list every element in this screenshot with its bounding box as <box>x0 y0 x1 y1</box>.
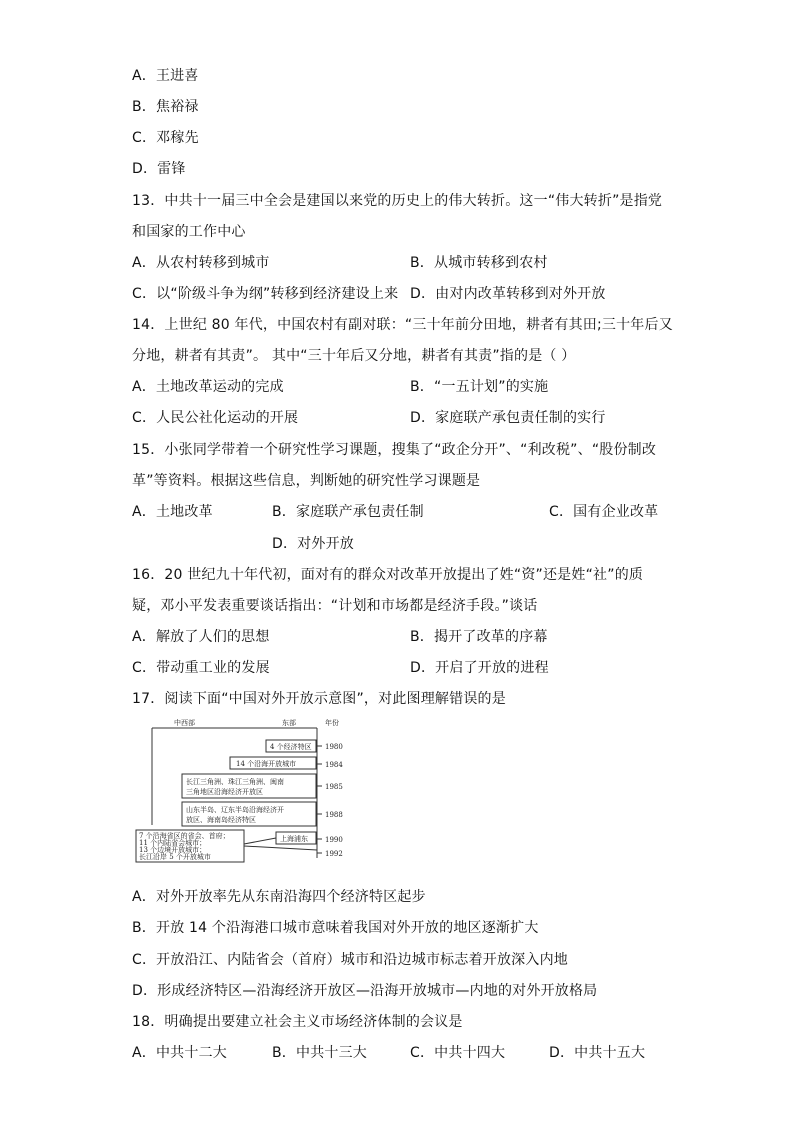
q15-stem-line2: 革”等资料。根据这些信息，判断她的研究性学习课题是 <box>132 473 481 489</box>
q18-option-a: A．中共十二大 <box>132 1045 227 1061</box>
diagram-box-inland-line4: 长江沿岸 5 个开放城市 <box>139 853 211 861</box>
q17-option-a: A．对外开放率先从东南沿海四个经济特区起步 <box>132 889 426 905</box>
q16-option-d: D．开启了开放的进程 <box>410 660 549 676</box>
q13-stem-line1: 13．中共十一届三中全会是建国以来党的历史上的伟大转折。这一“伟大转折”是指党 <box>132 193 663 209</box>
diagram-year-1990: 1990 <box>325 836 343 844</box>
diagram-head-west: 中西部 <box>174 719 195 727</box>
diagram-box-inland-line2: 11 个内陆省会城市； <box>139 839 207 847</box>
q18-option-d: D．中共十五大 <box>549 1045 646 1061</box>
q16-stem-line2: 疑，邓小平发表重要谈话指出：“计划和市场都是经济手段。”谈话 <box>132 598 538 614</box>
q16-option-c: C．带动重工业的发展 <box>132 660 270 676</box>
q14-stem-line1: 14．上世纪 80 年代，中国农村有副对联：“三十年前分田地，耕者有其田;三十年后又 <box>132 317 673 333</box>
diagram-box-inland-line1: 7 个沿海省区的省会、首府； <box>139 832 230 840</box>
diagram-year-1980: 1980 <box>325 743 343 751</box>
q13-option-a: A．从农村转移到城市 <box>132 255 270 271</box>
q12-option-d: D．雷锋 <box>132 161 186 177</box>
diagram-year-1985: 1985 <box>325 783 343 791</box>
q15-option-a: A．土地改革 <box>132 504 213 520</box>
q13-option-d: D．由对内改革转移到对外开放 <box>410 286 606 302</box>
opening-up-diagram <box>132 718 352 864</box>
q17-stem: 17．阅读下面“中国对外开放示意图”，对此图理解错误的是 <box>132 691 506 707</box>
q18-option-c: C．中共十四大 <box>410 1045 506 1061</box>
q15-option-b: B．家庭联产承包责任制 <box>272 504 424 520</box>
q16-stem-line1: 16．20 世纪九十年代初，面对有的群众对改革开放提出了姓“资”还是姓“社”的质 <box>132 567 644 583</box>
q14-option-d: D．家庭联产承包责任制的实行 <box>410 410 606 426</box>
diagram-year-1988: 1988 <box>325 811 343 819</box>
q13-stem-line2: 和国家的工作中心 <box>132 224 246 240</box>
diagram-box-special-zones: 4 个经济特区 <box>270 743 312 751</box>
q15-option-c: C．国有企业改革 <box>549 504 659 520</box>
diagram-box-peninsulas-line1: 山东半岛、辽东半岛沿海经济开 <box>186 806 284 814</box>
diagram-head-year: 年份 <box>325 719 339 727</box>
q12-option-a: A．王进喜 <box>132 68 199 84</box>
q14-stem-line2: 分地，耕者有其责”。 其中“三十年后又分地，耕者有其责”指的是（ ） <box>132 348 576 364</box>
diagram-box-pudong: 上海浦东 <box>280 835 308 843</box>
q17-option-d: D．形成经济特区—沿海经济开放区—沿海开放城市—内地的对外开放格局 <box>132 983 598 999</box>
q15-option-d: D．对外开放 <box>272 536 354 552</box>
diagram-head-east: 东部 <box>282 719 296 727</box>
q17-option-c: C．开放沿江、内陆省会（首府）城市和沿边城市标志着开放深入内地 <box>132 952 568 968</box>
q14-option-a: A．土地改革运动的完成 <box>132 379 284 395</box>
q16-option-b: B．揭开了改革的序幕 <box>410 629 548 645</box>
diagram-box-coastal-cities: 14 个沿海开放城市 <box>236 760 297 768</box>
q18-option-b: B．中共十三大 <box>272 1045 368 1061</box>
q13-option-b: B．从城市转移到农村 <box>410 255 548 271</box>
diagram-box-inland-line3: 13 个边境开放城市； <box>139 846 207 854</box>
q14-option-b: B．“一五计划”的实施 <box>410 379 549 395</box>
diagram-box-peninsulas-line2: 放区、海南岛经济特区 <box>186 816 256 824</box>
q14-option-c: C．人民公社化运动的开展 <box>132 410 299 426</box>
q15-stem-line1: 15．小张同学带着一个研究性学习课题，搜集了“政企分开”、“利改税”、“股份制改 <box>132 442 657 458</box>
q12-option-c: C．邓稼先 <box>132 130 199 146</box>
diagram-box-deltas-line1: 长江三角洲、珠江三角洲、闽南 <box>186 778 284 786</box>
q12-option-b: B．焦裕禄 <box>132 99 199 115</box>
q13-option-c: C．以“阶级斗争为纲”转移到经济建设上来 <box>132 286 399 302</box>
q17-option-b: B．开放 14 个沿海港口城市意味着我国对外开放的地区逐渐扩大 <box>132 920 539 936</box>
q18-stem: 18．明确提出要建立社会主义市场经济体制的会议是 <box>132 1014 463 1030</box>
diagram-box-deltas-line2: 三角地区沿海经济开放区 <box>186 788 263 796</box>
q16-option-a: A．解放了人们的思想 <box>132 629 270 645</box>
diagram-year-1984: 1984 <box>325 761 343 769</box>
diagram-year-1992: 1992 <box>325 850 343 858</box>
